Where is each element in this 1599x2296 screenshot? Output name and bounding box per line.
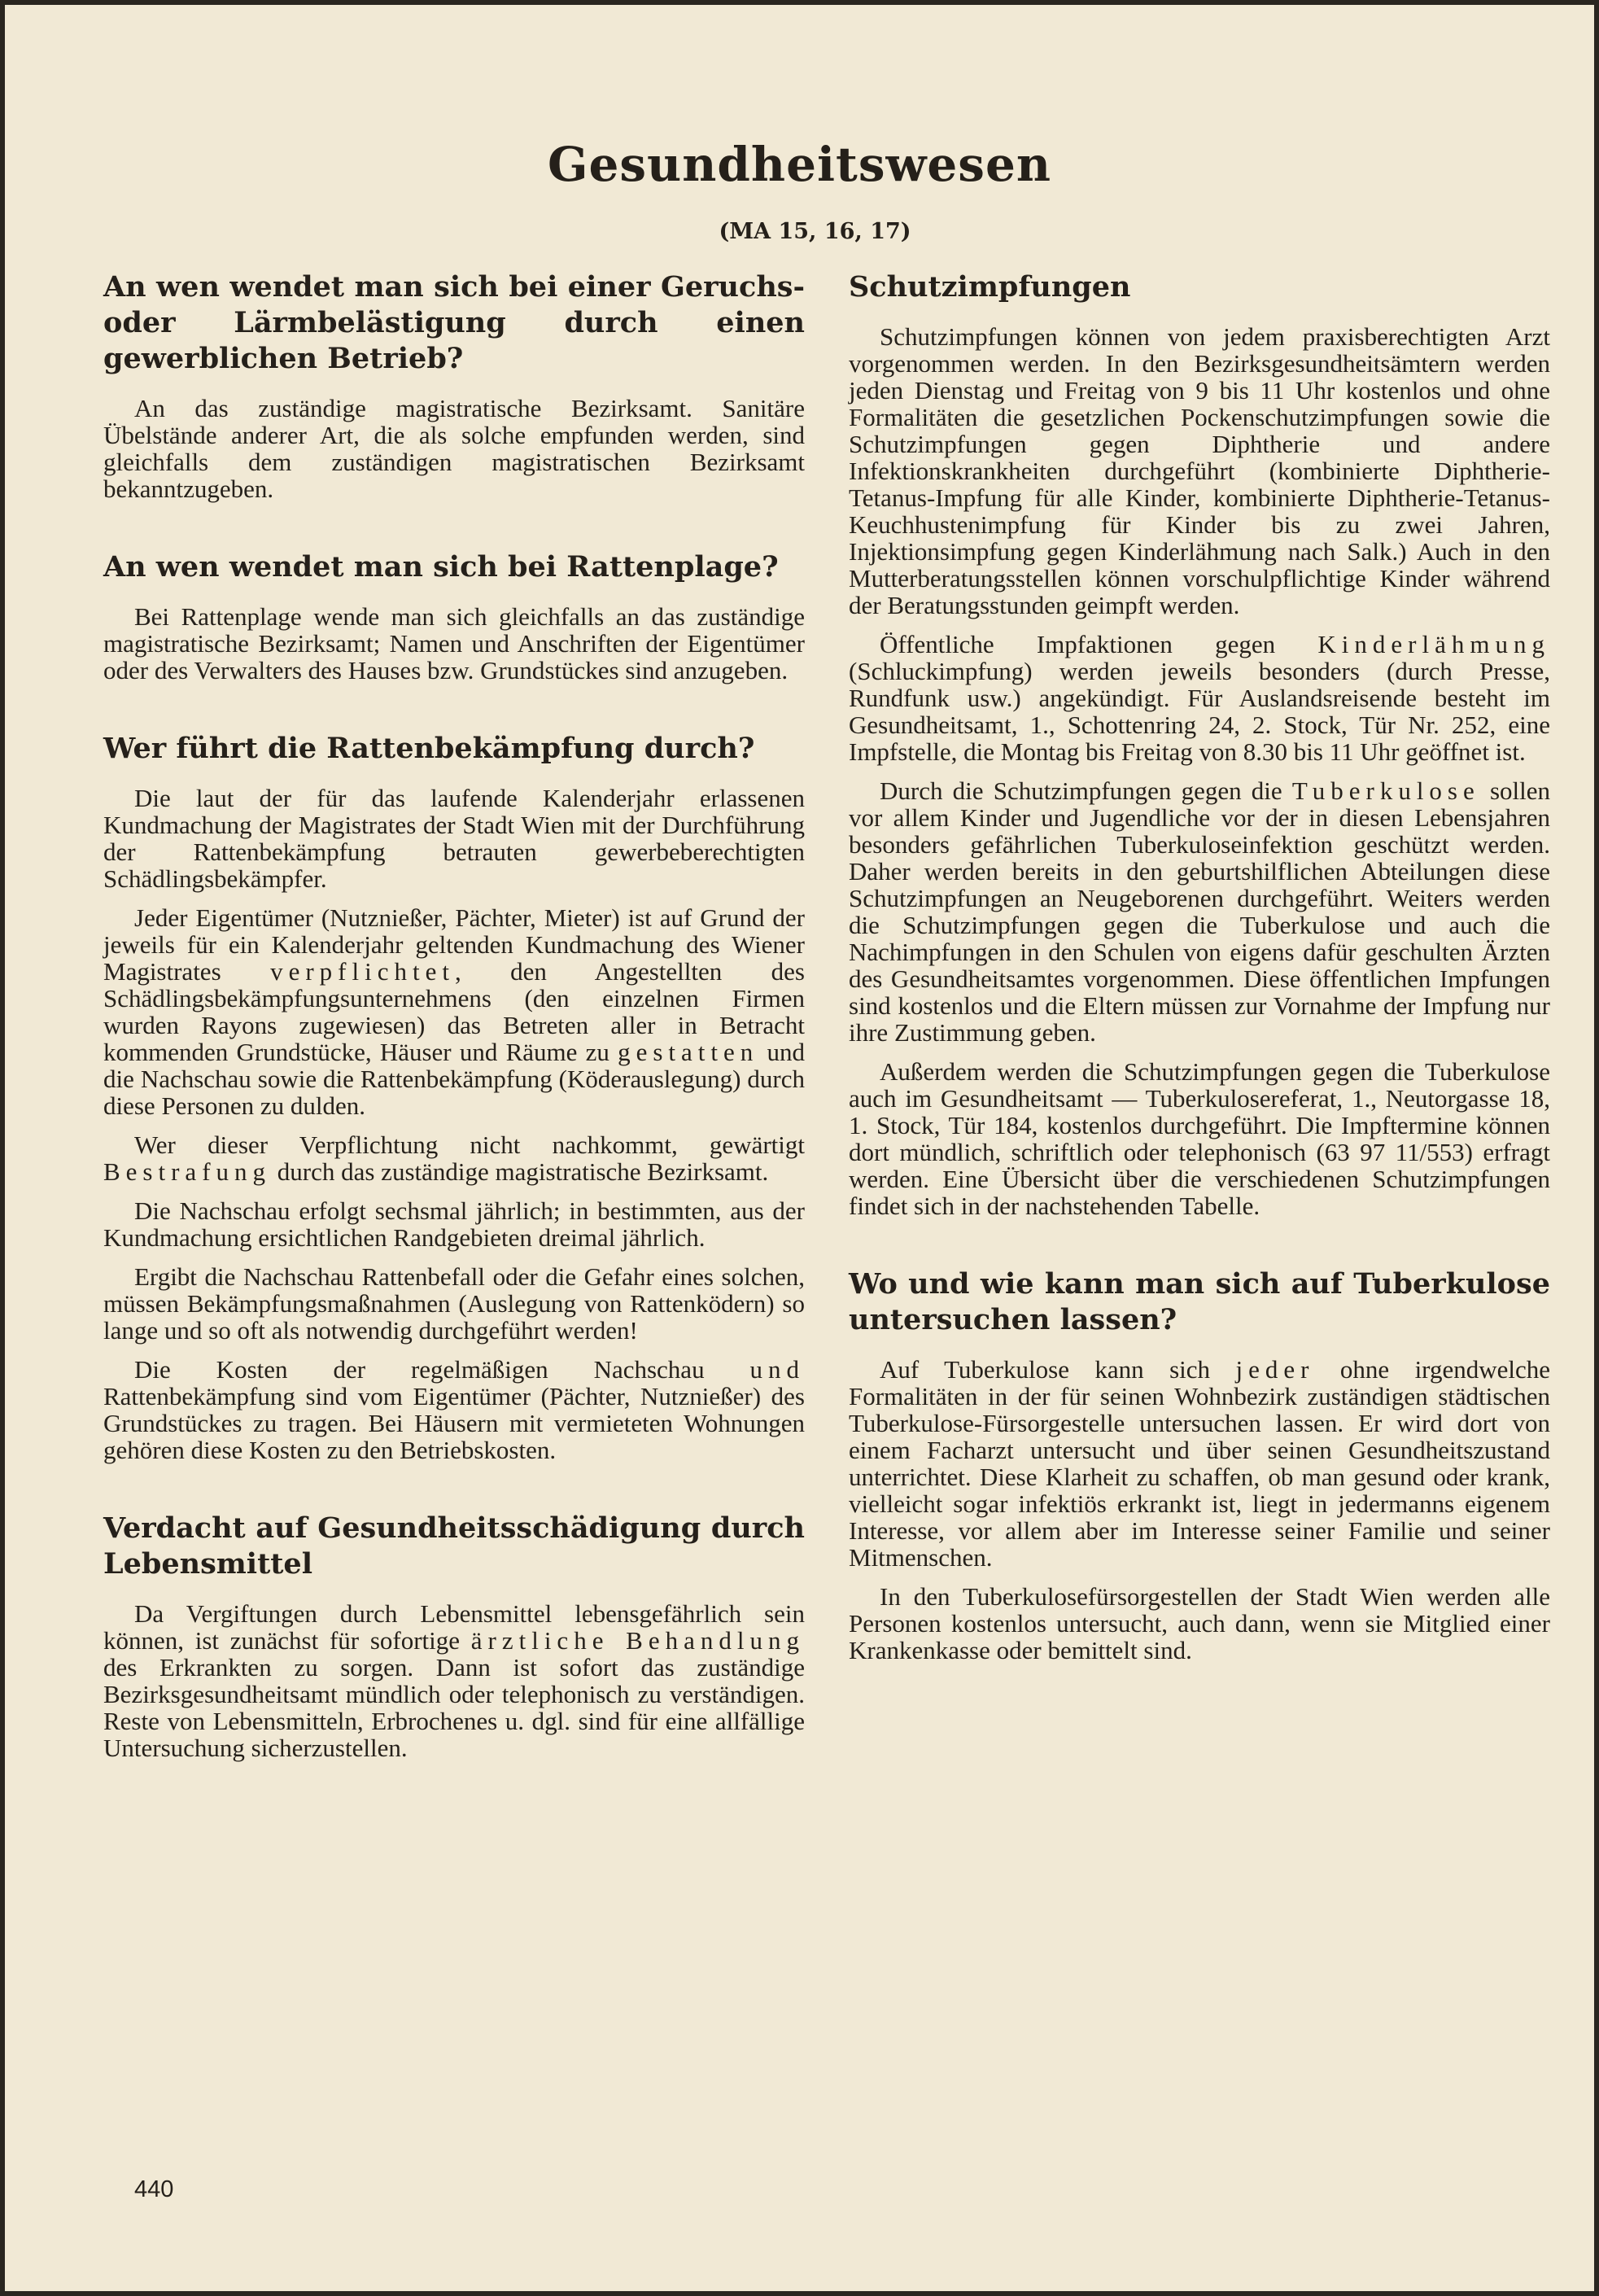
right-column [849,269,1550,1711]
paragraph [849,631,1550,765]
text-run: Durch die Schutzimpfungen gegen die [880,776,1282,805]
section-heading: An wen wendet man sich bei Rattenplage? [103,550,779,584]
section-heading: Verdacht auf Gesundheitsschädigung durch Lebensmittel [103,1511,805,1581]
paragraph [103,1356,805,1463]
emphasis-text: ärztliche Behandlung [470,1626,805,1655]
left-column [103,269,805,1808]
paragraph: Ergibt die Nachschau Rattenbefall oder die Gefahr eines solchen, müssen Bekämpfungsmaßnahmen (Auslegung von Rattenködern) so lange und so oft als notwendig durchgeführt werden! [103,1262,805,1345]
emphasis-text: jeder [1235,1355,1315,1384]
paragraph: Schutzimpfungen können von jedem praxisberechtigten Arzt vorgenommen werden. In den Bezirksgesundheitsämtern werden jeden Dienstag und Freitag von 9 bis 11 Uhr kostenlos und ohne Formalitäten die gesetzlichen Pockenschutzimpfungen sowie die Schutzimpfungen gegen Diphtherie und andere Infektionskrankheiten durchgeführt (kombinierte Diphtherie-Tetanus-Impfung für alle Kinder, kombinierte Diphtherie-Tetanus-Keuchhustenimpfung für Kinder bis zu zwei Jahren, Injektionsimpfung gegen Kinderlähmung nach Salk.) Auch in den Mutterberatungsstellen können vorschulpflichtige Kinder während der Beratungsstunden geimpft werden. [849,322,1550,619]
text-run: ohne irgendwelche Formalitäten in der für seinen Wohnbezirk zuständigen städtischen Tuberkulose-Fürsorgestelle untersuchen lassen. Er wird dort von einem Facharzt untersucht und über seinen Gesundheitszustand unterrichtet. Diese Klarheit zu schaffen, ob man gesund oder krank, vielleicht sogar infektiös erkrankt ist, liegt in jedermanns eigenem Interesse, vor allem aber im Interesse seiner Familie und seiner Mitmenschen. [849,1355,1550,1572]
paragraph: Bei Rattenplage wende man sich gleichfalls an das zuständige magistratische Bezirksamt; Namen und Anschriften der Eigentümer oder des Verwalters des Hauses bzw. Grundstückes sind anzugeben. [103,602,805,684]
paragraph [849,777,1550,1046]
paragraph [103,1131,805,1185]
text-run: Auf Tuberkulose kann sich [880,1355,1211,1384]
section-lebensmittel [103,1511,805,1761]
paragraph [849,1356,1550,1571]
text-run: Rattenbekämpfung sind vom Eigentümer (Pächter, Nutznießer) des Grundstückes zu tragen. Bei Häusern mit vermieteten Wohnungen gehören diese Kosten zu den Betriebskosten. [103,1382,805,1464]
section-heading: Wer führt die Rattenbekämpfung durch? [103,732,755,765]
page-title: Gesundheitswesen [547,137,1052,192]
text-run: , den Angestellten des Schädlingsbekämpfungsunternehmens (den einzelnen Firmen wurden Rayons zugewiesen) das Betreten aller in Betracht kommenden Grundstücke, Häuser und Räume zu [103,957,805,1066]
text-run: sollen vor allem Kinder und Jugendliche vor der in diesen Lebensjahren besonders gefährlichen Tuberkuloseinfektion geschützt werden. Daher werden bereits in den geburtshilflichen Abteilungen diese Schutzimpfungen an Neugeborenen durchgeführt. Weiters werden die Schutzimpfungen gegen die Tuberkulose und auch die Nachimpfungen in den Schulen von eigens dafür geschulten Ärzten des Gesundheitsamtes vorgenommen. Diese öffentlichen Impfungen sind kostenlos und die Eltern müssen zur Vornahme der Impfung nur ihre Zustimmung geben. [849,776,1551,1047]
document-page [5,5,1594,2291]
section-heading: An wen wendet man sich bei einer Geruchs- oder Lärmbelästigung durch einen gewerblichen Betrieb? [103,270,805,375]
text-run: und die Nachschau sowie die Rattenbekämpfung (Köderauslegung) durch diese Personen zu dulden. [103,1038,806,1120]
paragraph [103,1600,805,1761]
paragraph: Die laut der für das laufende Kalenderjahr erlassenen Kundmachung der Magistrates der Stadt Wien mit der Durchführung der Rattenbekämpfung betrauten gewerbeberechtigten Schädlingsbekämpfer. [103,784,805,893]
section-geruchsbelaestigung [103,269,805,502]
section-rattenbekaempfung [103,731,805,1463]
text-run: Die Kosten der regelmäßigen Nachschau [134,1355,705,1384]
emphasis-text: Bestrafung [103,1157,272,1186]
text-run: des Erkrankten zu sorgen. Dann ist sofort das zuständige Bezirksgesundheitsamt mündlich oder telephonisch zu verständigen. Reste von Lebensmitteln, Erbrochenes u. dgl. sind für eine allfällige Untersuchung sicherzustellen. [103,1653,805,1762]
paragraph: An das zuständige magistratische Bezirksamt. Sanitäre Übelstände anderer Art, die als solche empfunden werden, sind gleichfalls dem zuständigen magistratischen Bezirksamt bekanntzugeben. [103,394,805,503]
emphasis-text: verpflichtet [270,957,455,986]
section-heading: Wo und wie kann man sich auf Tuberkulose untersuchen lassen? [849,1267,1550,1336]
text-run: Jeder Eigentümer (Nutznießer, Pächter, Mieter) ist auf Grund der jeweils für ein Kalenderjahr geltenden Kundmachung des Wiener Magistrates [103,903,805,986]
emphasis-text: Kinderlähmung [1317,630,1550,658]
section-heading: Schutzimpfungen [849,270,1131,304]
section-rattenplage [103,549,805,684]
text-run: Da Vergiftungen durch Lebensmittel lebensgefährlich sein können, ist zunächst für sofortige [103,1599,805,1655]
section-schutzimpfungen [849,269,1550,1219]
text-run: (Schluckimpfung) werden jeweils besonders (durch Presse, Rundfunk usw.) angekündigt. Für Auslandsreisende besteht im Gesundheitsamt, 1., Schottenring 24, 2. Stock, Tür Nr. 252, eine Impfstelle, die Montag bis Freitag von 8.30 bis 11 Uhr geöffnet ist. [849,657,1550,766]
text-run: Wer dieser Verpflichtung nicht nachkommt, gewärtigt [134,1131,805,1159]
text-run: durch das zuständige magistratische Bezirksamt. [277,1157,769,1186]
emphasis-text: und [749,1355,806,1384]
paragraph [103,904,805,1119]
emphasis-text: Tuberkulose [1291,776,1480,805]
paragraph: In den Tuberkulosefürsorgestellen der Stadt Wien werden alle Personen kostenlos untersucht, auch dann, wenn sie Mitglied einer Krankenkasse oder bemittelt sind. [849,1582,1550,1664]
page-number: 440 [134,2176,174,2202]
section-tuberkulose-untersuchung [849,1266,1550,1664]
emphasis-text: gestatten [618,1038,759,1066]
text-run: Öffentliche Impfaktionen gegen [880,630,1276,658]
paragraph: Außerdem werden die Schutzimpfungen gegen die Tuberkulose auch im Gesundheitsamt — Tuberkulosereferat, 1., Neutorgasse 18, 1. Stock, Tür 184, kostenlos durchgeführt. Die Impftermine können dort mündlich, schriftlich oder telephonisch (63 97 11/553) erfragt werden. Eine Übersicht über die verschiedenen Schutzimpfungen findet sich in der nachstehenden Tabelle. [849,1057,1550,1220]
page-subtitle: (MA 15, 16, 17) [719,219,911,244]
paragraph: Die Nachschau erfolgt sechsmal jährlich; in bestimmten, aus der Kundmachung ersichtlichen Randgebieten dreimal jährlich. [103,1196,805,1252]
